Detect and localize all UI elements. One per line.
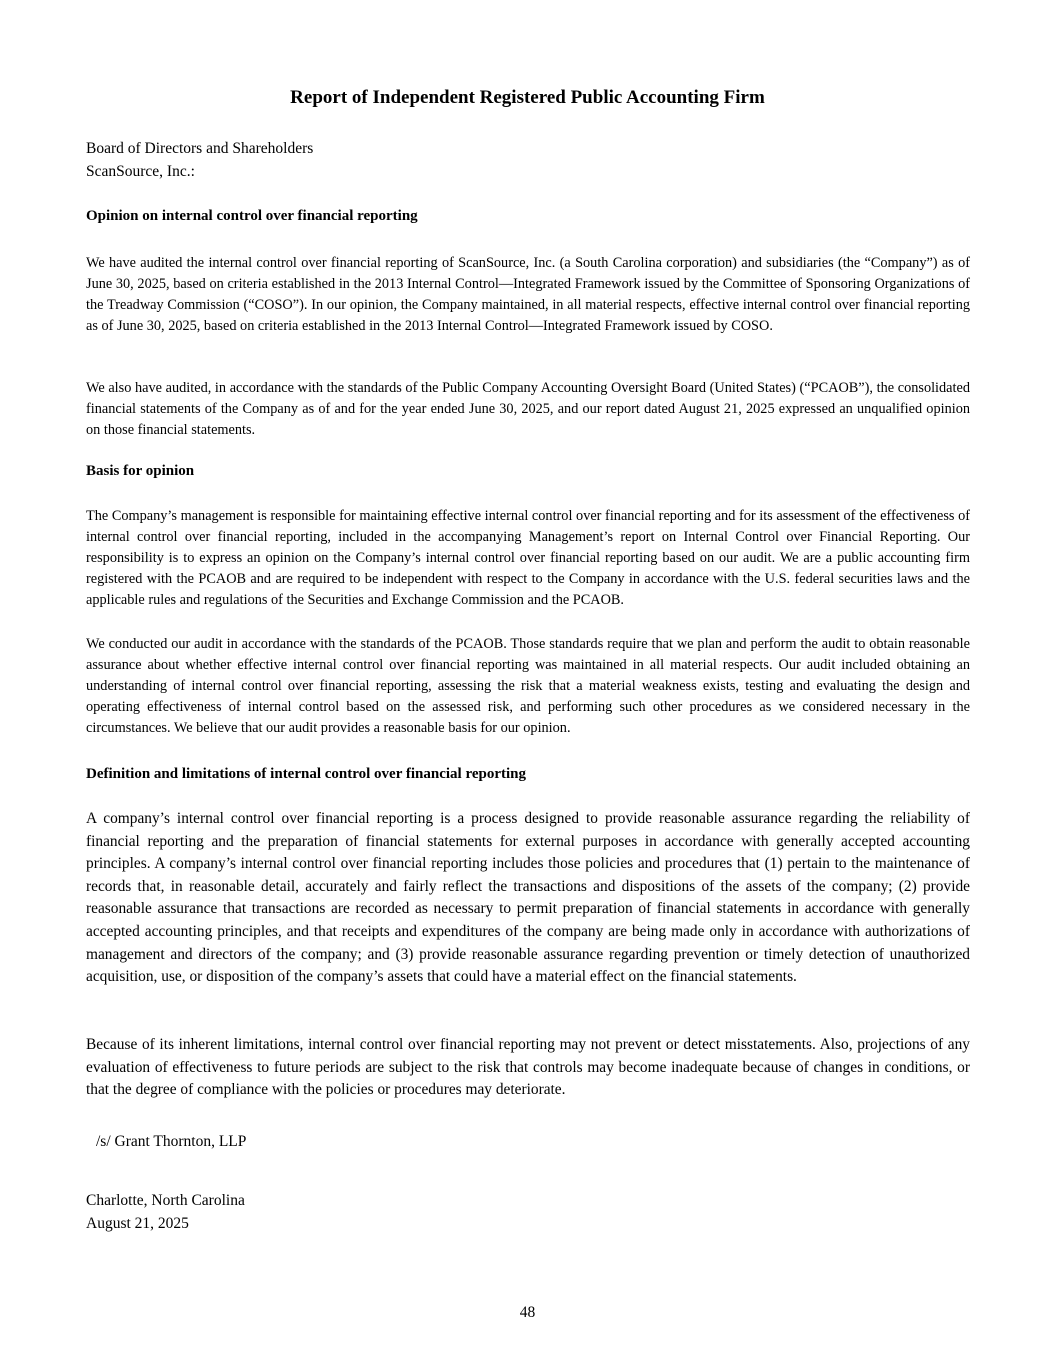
- definition-heading: Definition and limitations of internal control over financial reporting: [86, 766, 526, 782]
- definition-paragraph-1: A company’s internal control over financial reporting is a process designed to provide reasonable assurance regarding the reliability of financial reporting and the preparation of financial statements for external purposes in accordance with generally accepted accounting principles. A company’s internal control over financial reporting includes those policies and procedures that (1) pertain to the maintenance of records that, in reasonable detail, accurately and fairly reflect the transactions and dispositions of the assets of the company; (2) provide reasonable assurance that transactions are recorded as necessary to permit preparation of financial statements in accordance with generally accepted accounting principles, and that receipts and expenditures of the company are being made only in accordance with authorizations of management and directors of the company; and (3) provide reasonable assurance regarding prevention or timely detection of unauthorized acquisition, use, or disposition of the company’s assets that could have a material effect on the financial statements.: [86, 810, 970, 986]
- page-number: 48: [519, 1304, 536, 1321]
- auditor-signature: /s/ Grant Thornton, LLP: [96, 1133, 247, 1150]
- opinion-heading: Opinion on internal control over financial reporting: [86, 208, 418, 224]
- signing-city: Charlotte, North Carolina: [86, 1192, 245, 1209]
- addressee-line-company: ScanSource, Inc.:: [86, 163, 195, 180]
- basis-paragraph-2: We conducted our audit in accordance with the standards of the PCAOB. Those standards require that we plan and perform the audit to obtain reasonable assurance about whether effective internal control over financial reporting was maintained in all material respects. Our audit included obtaining an understanding of internal control over financial reporting, assessing the risk that a material weakness exists, testing and evaluating the design and operating effectiveness of internal control based on the assessed risk, and performing such other procedures as we considered necessary in the circumstances. We believe that our audit provides a reasonable basis for our opinion.: [86, 636, 970, 736]
- addressee: [86, 137, 313, 183]
- signing-date: August 21, 2025: [86, 1215, 189, 1232]
- page-title: Report of Independent Registered Public Accounting Firm: [290, 87, 765, 108]
- opinion-paragraph-2: We also have audited, in accordance with the standards of the Public Company Accounting Oversight Board (United States) (“PCAOB”), the consolidated financial statements of the Company as of and for the year ended June 30, 2025, and our report dated August 21, 2025 expressed an unqualified opinion on those financial statements.: [86, 380, 970, 438]
- basis-heading: Basis for opinion: [86, 463, 195, 479]
- basis-paragraph-1: The Company’s management is responsible for maintaining effective internal control over financial reporting and for its assessment of the effectiveness of internal control over financial reporting, included in the accompanying Management’s report on Internal Control over Financial Reporting. Our responsibility is to express an opinion on the Company’s internal control over financial reporting based on our audit. We are a public accounting firm registered with the PCAOB and are required to be independent with respect to the Company in accordance with the U.S. federal securities laws and the applicable rules and regulations of the Securities and Exchange Commission and the PCAOB.: [86, 508, 970, 608]
- addressee-line-board: Board of Directors and Shareholders: [86, 140, 314, 157]
- definition-paragraph-2: Because of its inherent limitations, internal control over financial reporting may not prevent or detect misstatements. Also, projections of any evaluation of effectiveness to future periods are subject to the risk that controls may become inadequate because of changes in conditions, or that the degree of compliance with the policies or procedures may deteriorate.: [86, 1036, 970, 1099]
- opinion-paragraph-1: We have audited the internal control over financial reporting of ScanSource, Inc. (a South Carolina corporation) and subsidiaries (the “Company”) as of June 30, 2025, based on criteria established in the 2013 Internal Control—Integrated Framework issued by the Committee of Sponsoring Organizations of the Treadway Commission (“COSO”). In our opinion, the Company maintained, in all material respects, effective internal control over financial reporting as of June 30, 2025, based on criteria established in the 2013 Internal Control—Integrated Framework issued by COSO.: [86, 255, 970, 334]
- signing-location: [86, 1189, 245, 1235]
